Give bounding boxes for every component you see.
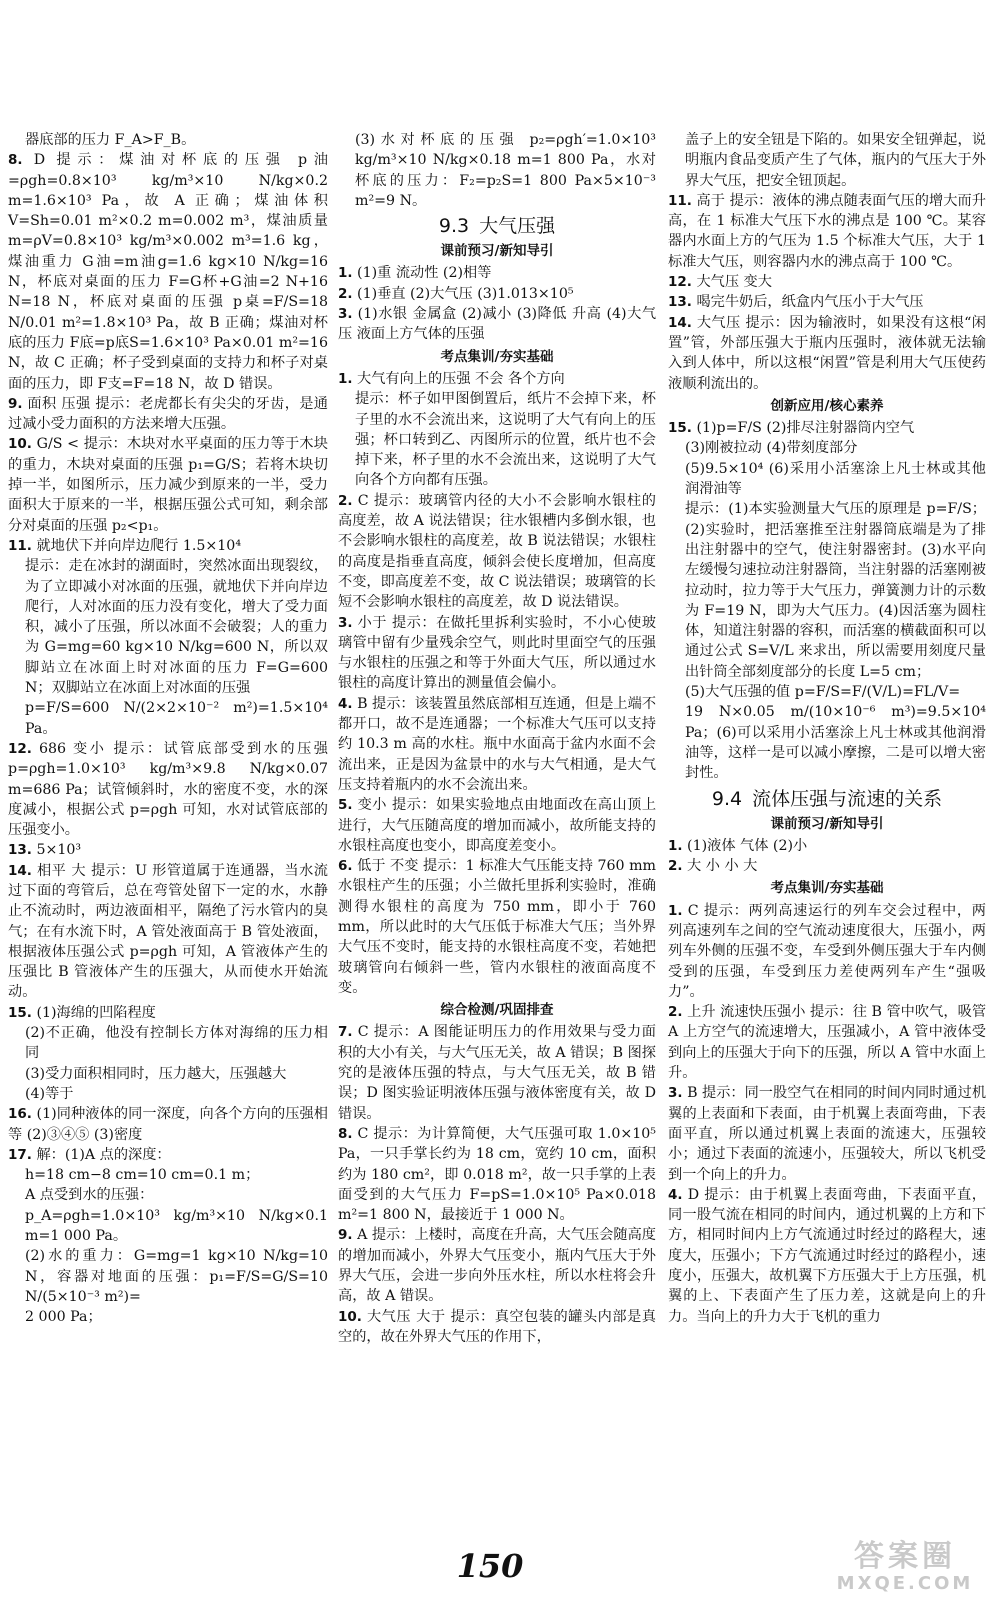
answer-text: D 提示：由于机翼上表面弯曲，下表面平直，同一股气流在相同的时间内，通过机翼的上方和下方，相同时间内上方气流通过时经过的路程大，速度大，压强小；下方气流通过时经过的路程小，速度小，压强大，故机翼下方压强大于上方压强，机翼的上、下表面产生了压力差，这就是向上的升力。当向上的升力大于飞机的重力 [668, 1186, 986, 1325]
answer-continuation: A 点受到水的压强： [25, 1187, 154, 1204]
subsection-heading: 创新应用/核心素养 [770, 397, 884, 414]
answer-item [338, 856, 656, 998]
answer-number: 8. [8, 152, 23, 169]
subsection-heading: 综合检测/巩固排查 [440, 1002, 554, 1019]
section-number: 9.4 [711, 787, 743, 810]
answer-item [668, 272, 986, 292]
answer-continuation: (3)受力面积相同时，压力越大，压强越大 [25, 1065, 287, 1082]
answer-item [338, 263, 656, 283]
answer-text: 解：(1)A 点的深度： [36, 1146, 171, 1163]
answer-number: 11. [8, 537, 32, 554]
answer-item [338, 304, 656, 345]
answer-text: 大气压 变大 [696, 274, 772, 291]
answer-number: 1. [338, 265, 353, 282]
watermark-url: MXQE.COM [836, 1573, 974, 1594]
answer-continuation: 2 000 Pa； [25, 1309, 102, 1326]
answer-item [338, 1124, 656, 1225]
answer-number: 8. [338, 1125, 353, 1142]
answer-item [338, 795, 656, 856]
answer-continuation: (3)刚被拉动 (4)带刻度部分 [685, 440, 858, 457]
answer-number: 10. [338, 1308, 362, 1325]
answer-text: 大气有向上的压强 不会 各个方向 [357, 370, 565, 387]
answer-text: C 提示：为计算简便，大气压强可取 1.0×10⁵ Pa，一只手掌长约为 18 cm，宽约 10 cm，面积约为 180 cm²，即 0.018 m²，故一只手掌的上表面受到的大气压力 F=pS=1.0×10⁵ Pa×0.018 m²=1 800 N，最接近于 1 000 N。 [338, 1125, 656, 1224]
answer-number: 14. [668, 314, 692, 331]
answer-item [668, 1002, 986, 1083]
answer-item [668, 901, 986, 1002]
answer-text: 高于 提示：液体的沸点随表面气压的增大而升高，在 1 标准大气压下水的沸点是 100 ℃。某容器内水面上方的气压为 1.5 个标准大气压，大于 1 标准大气压，则容器内水的沸点高于 100 ℃。 [668, 192, 986, 270]
answer-text: 喝完牛奶后，纸盒内气压小于大气压 [696, 294, 924, 311]
answer-continuation: 提示：(1)本实验测量大气压的原理是 p=F/S；(2)实验时，把活塞推至注射器筒底端是为了排出注射器中的空气，使注射器密封。(3)水平向左缓慢匀速拉动注射器筒，当注射器的活塞刚被拉动时，拉力等于大气压力，弹簧测力计的示数为 F=19 N，即为大气压力。(4)因活塞为圆柱体，知道注射器的容积，而活塞的横截面积可以通过公式 S=V/L 来求出，所以需要用刻度尺量出针筒全部刻度部分的长度 L=5 cm； [685, 501, 986, 680]
answer-text: 5×10³ [36, 842, 82, 859]
answer-item [8, 1003, 328, 1023]
answer-text: 大气压 大于 提示：真空包装的罐头内部是真空的，故在外界大气压的作用下， [338, 1308, 656, 1345]
column-middle [338, 130, 656, 1347]
answer-number: 16. [8, 1106, 32, 1123]
answer-number: 2. [668, 1004, 683, 1021]
answer-text: A 提示：上楼时，高度在升高，大气压会随高度的增加而减小，外界大气压变小，瓶内气压大于外界大气压，会进一步向外压水柱，所以水柱将会升高，故 A 错误。 [338, 1227, 656, 1305]
answer-number: 4. [338, 695, 353, 712]
answer-number: 5. [338, 797, 353, 814]
answer-item [8, 861, 328, 1003]
answer-number: 6. [338, 858, 353, 875]
answer-number: 14. [8, 862, 32, 879]
watermark-logo [820, 1540, 990, 1596]
answer-continuation: p_A=ρgh=1.0×10³ kg/m³×10 N/kg×0.1 m=1 000 Pa。 [25, 1207, 328, 1245]
answer-text: G/S < 提示：木块对水平桌面的压力等于木块的重力，木块对桌面的压强 p₁=G/S；若将木块切掉一半，如图所示，压力减少到原来的一半，受力面积大于原来的一半，根据压强公式可知，剩余部分对桌面的压强 p₂<p₁。 [8, 436, 328, 534]
answer-item [668, 191, 986, 272]
answer-text: 大气压 提示：因为输液时，如果没有这根“闲置”管，外部压强大于瓶内压强时，液体就无法输入到人体中，所以这根“闲置”管是利用大气压使药液顺利流出的。 [668, 314, 986, 392]
answer-item [668, 418, 986, 438]
section-number: 9.3 [438, 215, 470, 238]
answer-text: 686 变小 提示：试管底部受到水的压强 p=ρgh=1.0×10³ kg/m³×9.8 N/kg×0.07 m=686 Pa；试管倾斜时，水的密度不变，水的深度减小，根据公式 p=ρgh 可知，水对试管底部的压强变小。 [8, 740, 328, 839]
answer-item [8, 1104, 328, 1145]
answer-item [8, 434, 328, 535]
answer-text: (1)水银 金属盒 (2)减小 (3)降低 升高 (4)大气压 液面上方气体的压强 [338, 306, 657, 343]
answer-item [338, 613, 656, 694]
answer-text: 大 小 小 大 [687, 858, 758, 875]
answer-text: (1)p=F/S (2)排尽注射器筒内空气 [696, 420, 915, 437]
answer-number: 3. [338, 614, 353, 631]
answer-text: (1)垂直 (2)大气压 (3)1.013×10⁵ [357, 285, 574, 302]
answer-text: 就地伏下并向岸边爬行 1.5×10⁴ [36, 537, 242, 554]
answer-text: C 提示：两列高速运行的列车交会过程中，两列高速列车之间的空气流动速度很大，压强小，两列车外侧的压强不变，车受到外侧压强大于车内侧受到的压强，车受到压力差使两列车产生“强吸力”。 [668, 902, 986, 1000]
answer-number: 9. [8, 395, 23, 412]
answer-continuation: 19 N×0.05 m/(10×10⁻⁶ m³)=9.5×10⁴ Pa；(6)可以采用小活塞涂上凡士林或其他润滑油等，这样一是可以减小摩擦，二是可以增大密封性。 [685, 704, 986, 782]
answer-number: 1. [668, 902, 683, 919]
subsection-heading: 课前预习/新知导引 [440, 243, 554, 260]
answer-number: 15. [8, 1004, 32, 1021]
answer-number: 15. [668, 420, 692, 437]
page-number: 150 [456, 1547, 524, 1585]
answer-item [338, 694, 656, 795]
answer-number: 1. [338, 370, 353, 387]
answer-number: 9. [338, 1227, 353, 1244]
answer-item [8, 394, 328, 435]
answer-continuation: (2)水的重力：G=mg=1 kg×10 N/kg=10 N，容器对地面的压强：p₁=F/S=G/S=10 N/(5×10⁻³ m²)= [25, 1248, 328, 1305]
answer-text: C 提示：A 图能证明压力的作用效果与受力面积的大小有关，与大气压无关，故 A 错误；B 图探究的是液体压强的特点，与大气压无关，故 B 错误；D 图实验证明液体压强与液体密度有关，故 D 错误。 [338, 1024, 656, 1122]
answer-item [8, 739, 328, 840]
watermark-title: 答案圈 [854, 1539, 956, 1574]
column-left [8, 130, 328, 1328]
answer-number: 13. [8, 842, 32, 859]
answer-number: 10. [8, 436, 32, 453]
answer-number: 2. [338, 285, 353, 302]
answer-text: 变小 提示：如果实验地点由地面改在高山顶上进行，大气压随高度的增加而减小，故所能支持的水银柱高度也变小，即高度差变小。 [338, 797, 657, 854]
answer-continuation: 提示：走在冰封的湖面时，突然冰面出现裂纹，为了立即减小对冰面的压强，就地伏下并向岸边爬行，人对冰面的压力没有变化，增大了受力面积，减小了压强，所以冰面不会破裂；人的重力为 G=mg=60 kg×10 N/kg=600 N，所以双脚站立在冰面上时对冰面的压力 F=G=600 N；双脚站立在冰面上对冰面的压强 [25, 558, 328, 697]
subsection-heading: 课前预习/新知导引 [770, 815, 884, 832]
answer-number: 3. [338, 306, 353, 323]
answer-item [668, 856, 986, 876]
answer-text: D 提示：煤油对杯底的压强 p油=ρgh=0.8×10³ kg/m³×10 N/kg×0.2 m=1.6×10³ Pa，故 A 正确；煤油体积 V=Sh=0.01 m²×0.2 m=0.002 m³，煤油质量 m=ρV=0.8×10³ kg/m³×0.002 m³=1.6 kg，煤油重力 G油=m油g=1.6 kg×10 N/kg=16 N，杯底对桌面的压力 F=G杯+G油=2 N+16 N=18 N，杯底对桌面的压强 p桌=F/S=18 N/0.01 m²=1.8×10³ Pa，故 B 正确；煤油对杯底的压力 F底=p底S=1.6×10³ Pa×0.01 m²=16 N，故 C 正确；杯子受到桌面的支持力和杯子对桌面的压力，即 F支=F=18 N，故 D 错误。 [8, 152, 328, 392]
answer-item [338, 369, 656, 389]
answer-text: 上升 流速快压强小 提示：往 B 管中吹气，吸管 A 上方空气的流速增大，压强减小，A 管中液体受到向上的压强大于向下的压强，所以 A 管中水面上升。 [668, 1004, 987, 1082]
subsection-heading: 考点集训/夯实基础 [770, 880, 884, 897]
answer-text: 小于 提示：在做托里拆利实验时，不小心使玻璃管中留有少量残余空气，则此时里面空气的压强与水银柱的压强之和等于外面大气压，所以通过水银柱的高度计算出的测量值会偏小。 [338, 614, 657, 692]
answer-item [668, 1083, 986, 1184]
answer-text: (1)同种液体的同一深度，向各个方向的压强相等 (2)③④⑤ (3)密度 [8, 1106, 328, 1143]
answer-continuation: (5)9.5×10⁴ (6)采用小活塞涂上凡士林或其他润滑油等 [685, 460, 986, 498]
answer-item [8, 150, 328, 394]
answer-number: 1. [668, 837, 683, 854]
answer-text: 面积 压强 提示：老虎都长有尖尖的牙齿，是通过减小受力面积的方法来增大压强。 [8, 395, 328, 433]
answer-continuation: (5)大气压强的值 p=F/S=F/(V/L)=FL/V= [685, 684, 961, 701]
answer-item [338, 491, 656, 613]
subsection-heading: 考点集训/夯实基础 [440, 348, 554, 365]
answer-item [338, 1225, 656, 1306]
answer-continuation: p=F/S=600 N/(2×2×10⁻² m²)=1.5×10⁴ Pa。 [25, 700, 328, 737]
answer-item [8, 1145, 328, 1165]
answer-number: 13. [668, 294, 692, 311]
answer-number: 11. [668, 192, 692, 209]
answer-text: (1)海绵的凹陷程度 [36, 1004, 156, 1021]
answer-text: (1)液体 气体 (2)小 [687, 837, 808, 854]
answer-continuation: (2)不正确，他没有控制长方体对海绵的压力相同 [25, 1025, 328, 1062]
answer-number: 17. [8, 1146, 32, 1163]
answer-continuation: h=18 cm−8 cm=10 cm=0.1 m； [25, 1167, 260, 1184]
answer-item [668, 836, 986, 856]
answer-continuation: 盖子上的安全钮是下陷的。如果安全钮弹起，说明瓶内食品变质产生了气体，瓶内的气压大于外界大气压，把安全钮顶起。 [685, 132, 986, 189]
section-name: 大气压强 [479, 215, 556, 238]
answer-text: B 提示：该装置虽然底部相互连通，但是上端不都开口，故不是连通器；一个标准大气压可以支持约 10.3 m 高的水柱。瓶中水面高于盆内水面不会流出来，正是因为盆景中的水与大气相通，是大气压支持着瓶内的水不会流出来。 [338, 695, 657, 793]
answer-text: (1)重 流动性 (2)相等 [357, 265, 492, 282]
answer-number: 4. [668, 1186, 683, 1203]
answer-item [338, 1307, 656, 1348]
answer-number: 12. [668, 274, 692, 291]
answer-continuation: 器底部的压力 F_A>F_B。 [25, 132, 196, 148]
answer-text: C 提示：玻璃管内径的大小不会影响水银柱的高度差，故 A 说法错误；往水银槽内多倒水银，也不会影响水银柱的高度差，故 B 说法错误；水银柱的高度是指垂直高度，倾斜会使长度增加，但高度不变，即高度差不变，故 C 说法错误；玻璃管的长短不会影响水银柱的高度差，故 D 说法错误。 [338, 492, 656, 611]
section-name: 流体压强与流速的关系 [752, 787, 943, 810]
answer-continuation: (3)水对杯底的压强 p₂=ρgh′=1.0×10³ kg/m³×10 N/kg×0.18 m=1 800 Pa，水对杯底的压力：F₂=p₂S=1 800 Pa×5×10⁻³ m²=9 N。 [355, 132, 656, 209]
answer-number: 7. [338, 1024, 353, 1041]
answer-number: 3. [668, 1085, 683, 1102]
answer-item [668, 292, 986, 312]
answer-text: 低于 不变 提示：1 标准大气压能支持 760 mm 水银柱产生的压强；小兰做托里拆利实验时，准确测得水银柱的高度为 750 mm，即小于 760 mm，所以此时的大气压低于标准大气压；当外界大气压不变时，能支持的水银柱高度不变，若她把玻璃管向右倾斜一些，管内水银柱的液面高度不变。 [338, 858, 656, 996]
answer-number: 12. [8, 740, 32, 757]
answer-item [8, 840, 328, 860]
answer-item [668, 1185, 986, 1327]
answer-item [8, 536, 328, 556]
answer-number: 2. [338, 492, 353, 509]
section-title [668, 786, 986, 812]
answer-continuation: 提示：杯子如甲图倒置后，纸片不会掉下来，杯子里的水不会流出来，这说明了大气有向上的压强；杯口转到乙、丙图所示的位置，纸片也不会掉下来，杯子里的水不会流出来，这说明了大气向各个方向都有压强。 [355, 391, 656, 489]
section-title [338, 213, 656, 239]
answer-number: 2. [668, 858, 683, 875]
answer-item [338, 1022, 656, 1123]
answer-item [668, 313, 986, 394]
column-right [668, 130, 986, 1327]
answer-text: 相平 大 提示：U 形管道属于连通器，当水流过下面的弯管后，总在弯管处留下一定的水，水静止不流动时，两边液面相平，隔绝了污水管内的臭气；在有水流下时，A 管处液面高于 B 管处液面，根据液体压强公式 p=ρgh 可知，A 管液体产生的压强比 B 管液体产生的压强大，从而使水开始流动。 [8, 862, 328, 1001]
answer-text: B 提示：同一股空气在相同的时间内同时通过机翼的上表面和下表面，由于机翼上表面弯曲，下表面平直，所以通过机翼上表面的流速大，压强较小；通过下表面的流速小，压强较大，所以飞机受到一个向上的升力。 [668, 1085, 987, 1183]
answer-continuation: (4)等于 [25, 1085, 74, 1102]
answer-item [338, 284, 656, 304]
